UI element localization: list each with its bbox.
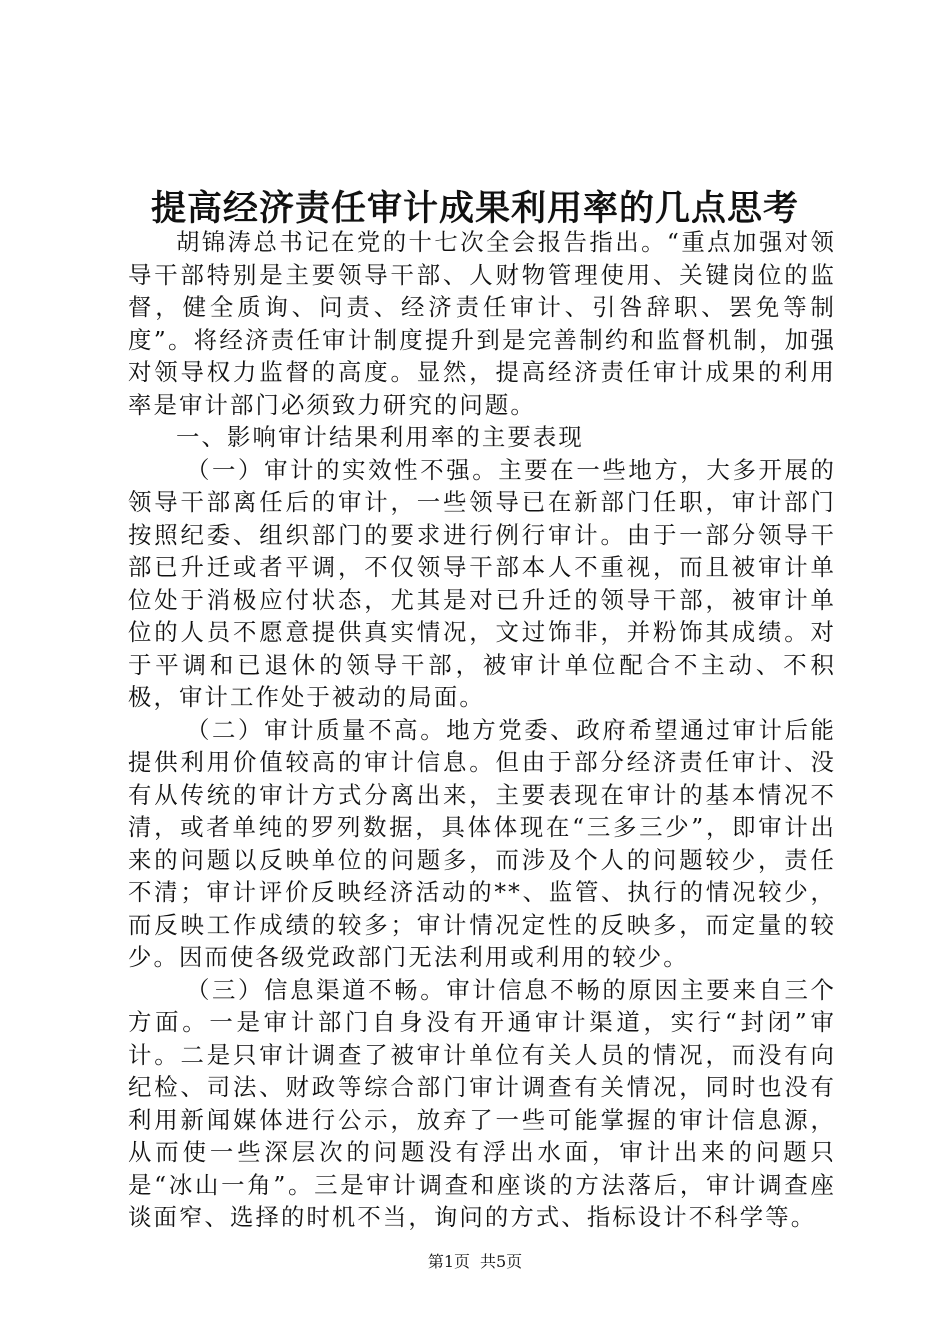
document-title: 提高经济责任审计成果利用率的几点思考 [150, 188, 799, 229]
document-body [128, 226, 836, 1234]
page-footer [0, 1251, 950, 1273]
paragraph-point-2: （二）审计质量不高。地方党委、政府希望通过审计后能提供利用价值较高的审计信息。但由于部分经济责任审计、没有从传统的审计方式分离出来，主要表现在审计的基本情况不清，或者单纯的罗列数据，具体体现在“三多三少”，即审计出来的问题以反映单位的问题多，而涉及个人的问题较少，责任不清；审计评价反映经济活动的**、监管、执行的情况较少，而反映工作成绩的较多；审计情况定性的反映多，而定量的较少。因而使各级党政部门无法利用或利用的较少。 [128, 715, 836, 971]
page-count: 共5页 [480, 1252, 523, 1271]
paragraph-intro: 胡锦涛总书记在党的十七次全会报告指出。“重点加强对领导干部特别是主要领导干部、人财物管理使用、关键岗位的监督，健全质询、问责、经济责任审计、引咎辞职、罢免等制度”。将经济责任审计制度提升到是完善制约和监督机制，加强对领导权力监督的高度。显然，提高经济责任审计成果的利用率是审计部门必须致力研究的问题。 [128, 228, 836, 419]
section-heading: 一、影响审计结果利用率的主要表现 [176, 423, 584, 451]
page-number: 第1页 [427, 1252, 470, 1271]
paragraph-point-3: （三）信息渠道不畅。审计信息不畅的原因主要来自三个方面。一是审计部门自身没有开通审计渠道，实行“封闭”审计。二是只审计调查了被审计单位有关人员的情况，而没有向纪检、司法、财政等综合部门审计调查有关情况，同时也没有利用新闻媒体进行公示，放弃了一些可能掌握的审计信息源，从而使一些深层次的问题没有浮出水面，审计出来的问题只是“冰山一角”。三是审计调查和座谈的方法落后，审计调查座谈面窄、选择的时机不当，询问的方式、指标设计不科学等。 [128, 975, 836, 1231]
paragraph-point-1: （一）审计的实效性不强。主要在一些地方，大多开展的领导干部离任后的审计，一些领导已在新部门任职，审计部门按照纪委、组织部门的要求进行例行审计。由于一部分领导干部已升迁或者平调，不仅领导干部本人不重视，而且被审计单位处于消极应付状态，尤其是对已升迁的领导干部，被审计单位的人员不愿意提供真实情况，文过饰非，并粉饰其成绩。对于平调和已退休的领导干部，被审计单位配合不主动、不积极，审计工作处于被动的局面。 [128, 455, 836, 711]
